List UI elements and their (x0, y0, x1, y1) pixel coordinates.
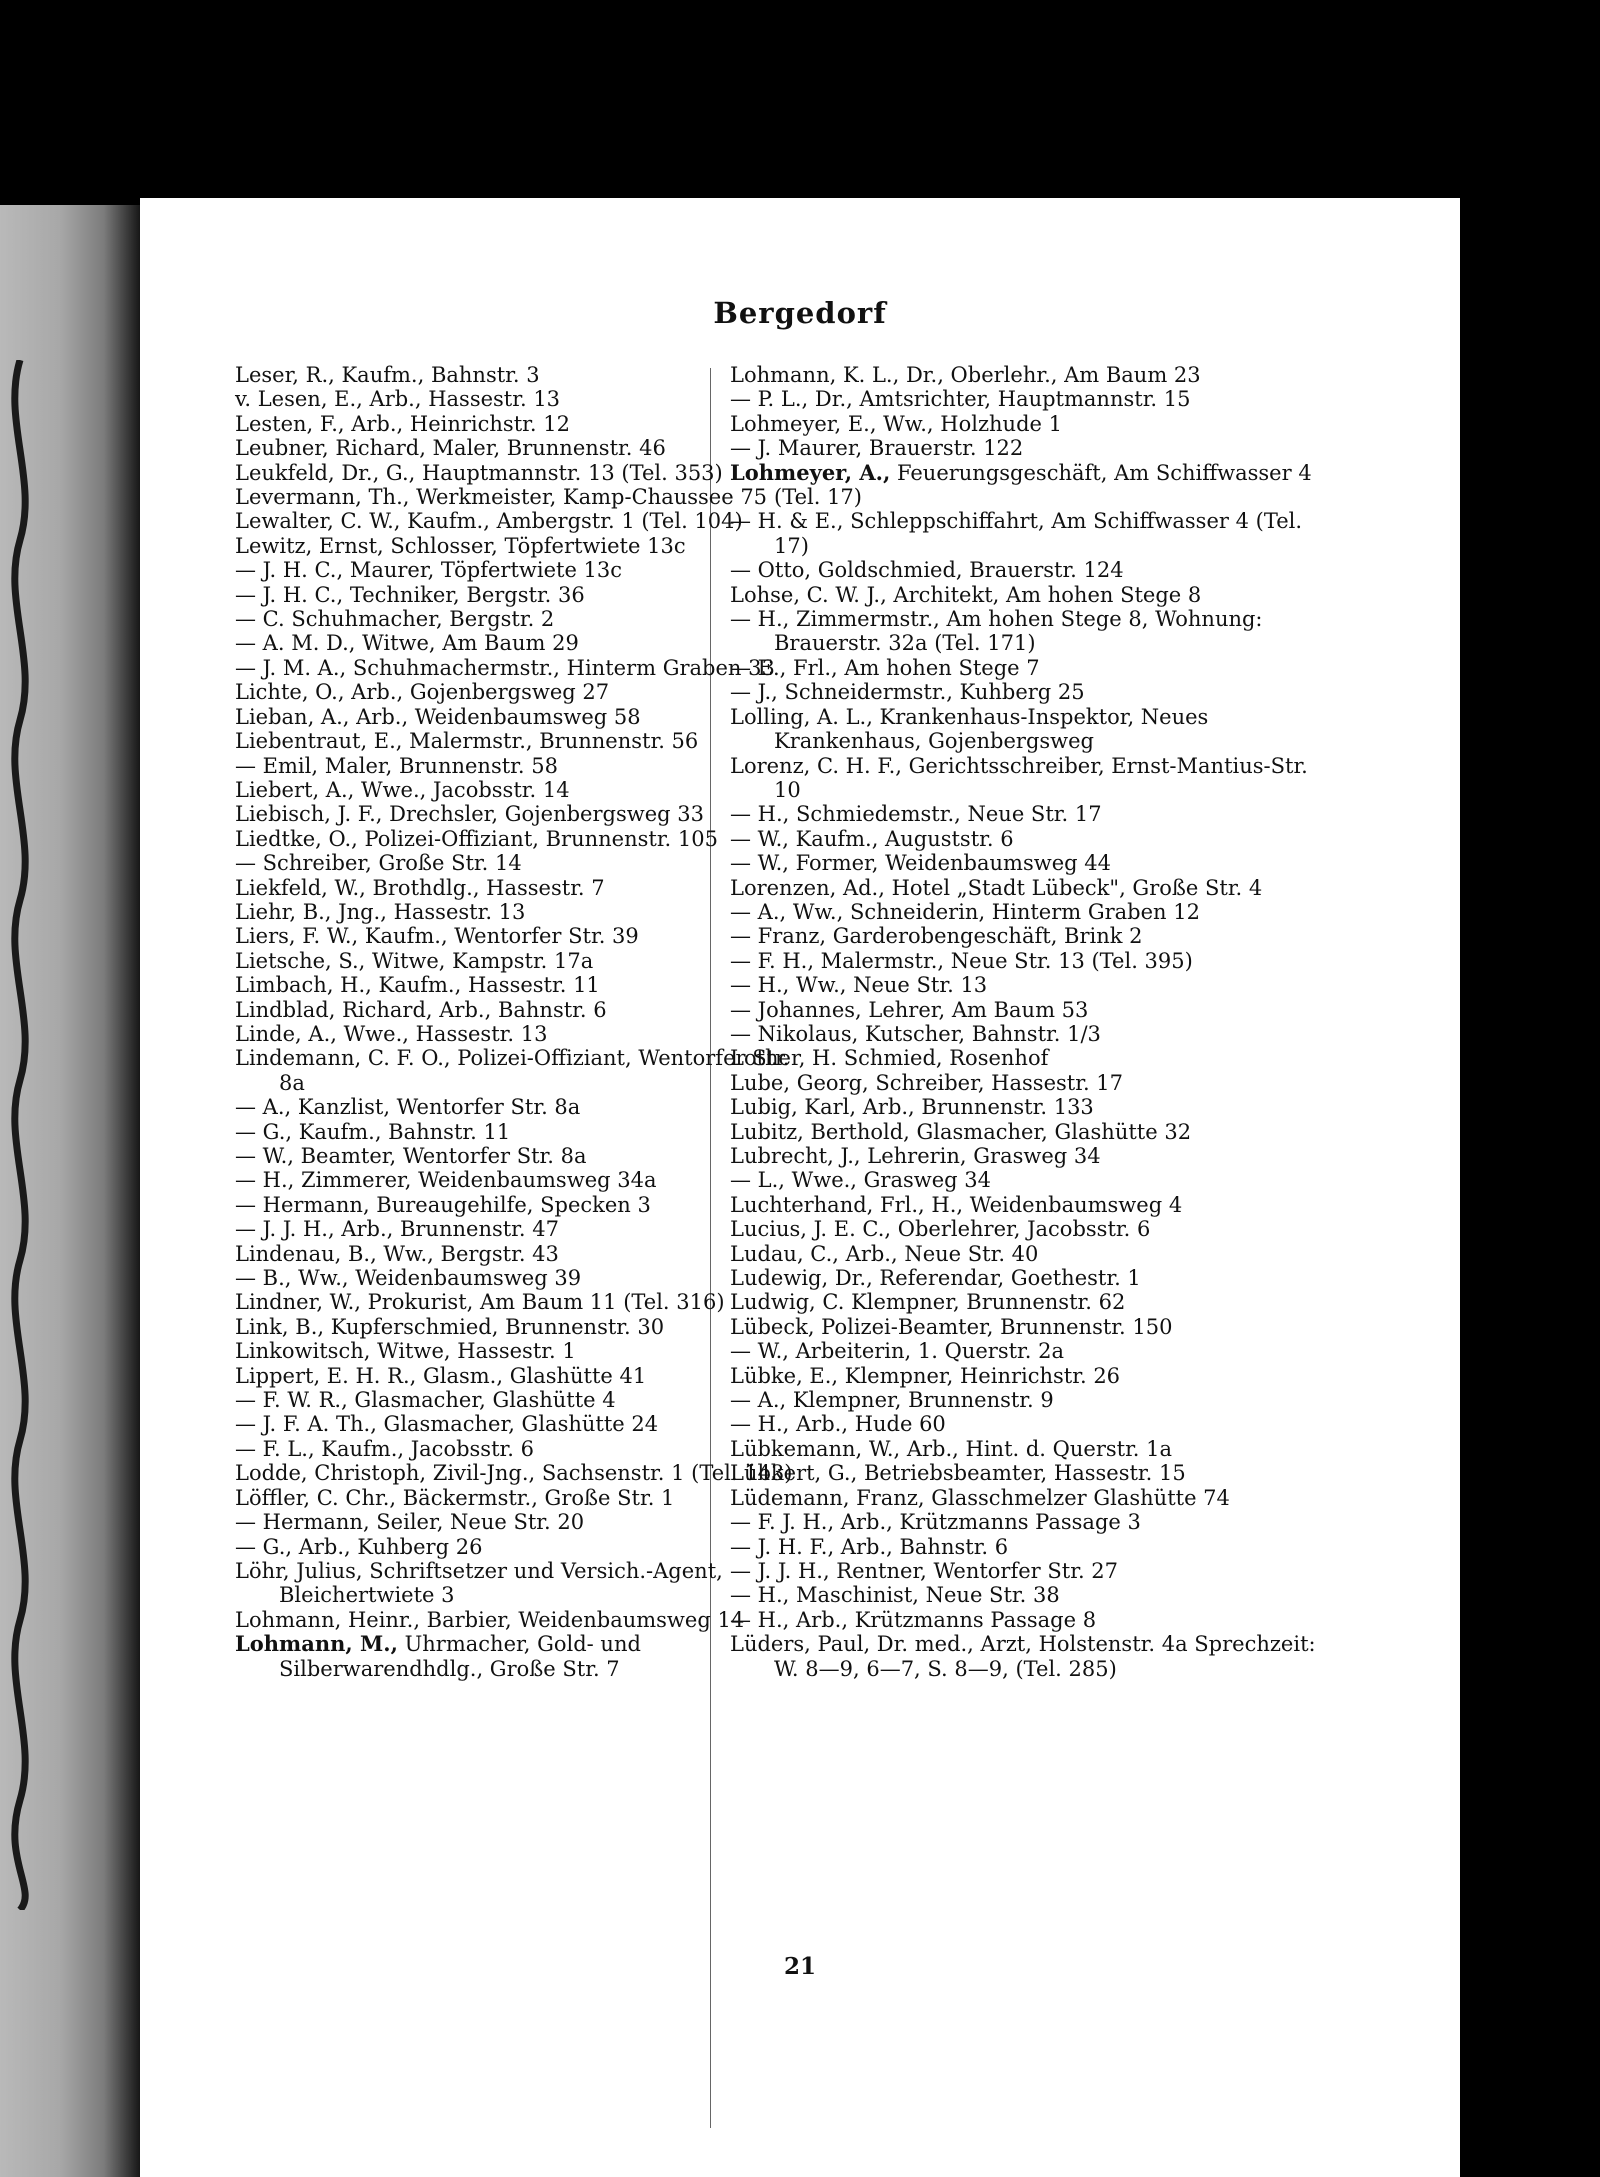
directory-entry (235, 998, 810, 1022)
entry-text: — J. F. A. Th., Glasmacher, Glashütte 24 (235, 1412, 659, 1437)
directory-entry (235, 363, 810, 387)
entry-text: — Otto, Goldschmied, Brauerstr. 124 (730, 558, 1124, 583)
directory-entry (730, 998, 1330, 1022)
directory-entry (235, 973, 810, 997)
entry-text: — J. J. H., Rentner, Wentorfer Str. 27 (730, 1558, 1119, 1583)
entry-text: Lubrecht, J., Lehrerin, Grasweg 34 (730, 1144, 1101, 1168)
directory-entry (730, 1412, 1330, 1436)
directory-page (140, 198, 1460, 2177)
directory-entry (730, 900, 1330, 924)
directory-entry (235, 387, 810, 411)
directory-entry (235, 461, 810, 485)
entry-text: — Hermann, Seiler, Neue Str. 20 (235, 1510, 585, 1535)
directory-entry (730, 1339, 1330, 1363)
directory-entry (730, 949, 1330, 973)
entry-text: Lübkert, G., Betriebsbeamter, Hassestr. 15 (730, 1461, 1186, 1486)
entry-text: Lubig, Karl, Arb., Brunnenstr. 133 (730, 1095, 1094, 1120)
entry-text: Lohse, C. W. J., Architekt, Am hohen Stege 8 (730, 582, 1202, 607)
directory-entry (235, 1559, 810, 1608)
directory-entry (235, 412, 810, 436)
directory-entry (235, 534, 810, 558)
directory-entry (235, 1315, 810, 1339)
directory-entry (730, 1437, 1330, 1461)
directory-entry (730, 705, 1330, 754)
entry-text: — Schreiber, Große Str. 14 (235, 851, 522, 876)
directory-entry (235, 509, 810, 533)
entry-text: Lother, H. Schmied, Rosenhof (730, 1046, 1049, 1071)
directory-entry (730, 802, 1330, 826)
entry-text: — F. L., Kaufm., Jacobsstr. 6 (235, 1436, 534, 1461)
entry-text: — Hermann, Bureaugehilfe, Specken 3 (235, 1192, 651, 1217)
directory-entry (235, 924, 810, 948)
directory-entry (235, 1168, 810, 1192)
entry-text: Lindner, W., Prokurist, Am Baum 11 (Tel. 316) (235, 1290, 725, 1315)
directory-entry (235, 1412, 810, 1436)
entry-text: Lübeck, Polizei-Beamter, Brunnenstr. 150 (730, 1314, 1173, 1339)
directory-entry (235, 680, 810, 704)
directory-entry (235, 1632, 810, 1681)
entry-text: Uhrmacher, Gold- und Silberwarendhdlg., Große Str. 7 (279, 1632, 641, 1681)
entry-text: — J. H. C., Techniker, Bergstr. 36 (235, 582, 585, 607)
directory-entry (730, 1266, 1330, 1290)
directory-entry (235, 1144, 810, 1168)
directory-entry (730, 363, 1330, 387)
entry-text: — F. J. H., Arb., Krützmanns Passage 3 (730, 1510, 1141, 1535)
entry-text: Lorenz, C. H. F., Gerichtsschreiber, Ernst-Mantius-Str. 10 (730, 753, 1308, 802)
entry-text: Ludwig, C. Klempner, Brunnenstr. 62 (730, 1290, 1126, 1315)
entry-text: Lüders, Paul, Dr. med., Arzt, Holstenstr. 4a Sprechzeit: W. 8—9, 6—7, S. 8—9, (Tel. 285) (730, 1632, 1316, 1681)
directory-entry (235, 1290, 810, 1314)
entry-text: Lewitz, Ernst, Schlosser, Töpfertwiete 13c (235, 533, 686, 558)
directory-entry (730, 436, 1330, 460)
entry-text: Lindemann, C. F. O., Polizei-Offiziant, Wentorfer Str. 8a (235, 1046, 790, 1095)
entry-text: — J. Maurer, Brauerstr. 122 (730, 436, 1024, 461)
entry-text: Liedtke, O., Polizei-Offiziant, Brunnenstr. 105 (235, 826, 718, 851)
directory-entry (730, 461, 1330, 510)
directory-entry (730, 1144, 1330, 1168)
directory-entry (730, 1315, 1330, 1339)
entry-text: Lichte, O., Arb., Gojenbergsweg 27 (235, 680, 610, 705)
directory-entry (730, 973, 1330, 997)
directory-entry (235, 631, 810, 655)
directory-entry (730, 1608, 1330, 1632)
directory-entry (235, 1193, 810, 1217)
directory-entry (235, 436, 810, 460)
entry-text: — P. L., Dr., Amtsrichter, Hauptmannstr. 15 (730, 387, 1191, 412)
spine-ornament (0, 360, 40, 1910)
entry-text: Lieban, A., Arb., Weidenbaumsweg 58 (235, 704, 641, 729)
directory-entry (235, 583, 810, 607)
entry-text: — H., Zimmerer, Weidenbaumsweg 34a (235, 1168, 657, 1193)
entry-text: — A., Ww., Schneiderin, Hinterm Graben 12 (730, 899, 1200, 924)
directory-entry (235, 705, 810, 729)
directory-entry (730, 1632, 1330, 1681)
directory-entry (235, 1510, 810, 1534)
entry-text: Löhr, Julius, Schriftsetzer und Versich.-Agent, Bleichertwiete 3 (235, 1558, 723, 1608)
directory-entry (235, 1388, 810, 1412)
entry-text: Link, B., Kupferschmied, Brunnenstr. 30 (235, 1314, 665, 1339)
entry-text: Lodde, Christoph, Zivil-Jng., Sachsenstr. 1 (Tel. 143) (235, 1461, 793, 1486)
directory-entry (730, 1510, 1330, 1534)
entry-text: — H. & E., Schleppschiffahrt, Am Schiffwasser 4 (Tel. 17) (730, 509, 1303, 558)
directory-entry (730, 1242, 1330, 1266)
directory-entry (730, 412, 1330, 436)
directory-entry (730, 876, 1330, 900)
entry-text: Lüdemann, Franz, Glasschmelzer Glashütte 74 (730, 1485, 1230, 1510)
directory-entry (235, 1535, 810, 1559)
entry-text: Leukfeld, Dr., G., Hauptmannstr. 13 (Tel. 353) (235, 460, 723, 485)
directory-entry (730, 1217, 1330, 1241)
directory-entry (730, 924, 1330, 948)
directory-entry (235, 851, 810, 875)
entry-text: Lohmeyer, E., Ww., Holzhude 1 (730, 411, 1062, 436)
directory-entry (730, 1095, 1330, 1119)
entry-text: — F. H., Malermstr., Neue Str. 13 (Tel. 395) (730, 948, 1193, 973)
directory-entry (235, 1095, 810, 1119)
directory-entry (730, 680, 1330, 704)
entry-text: — G., Arb., Kuhberg 26 (235, 1534, 483, 1559)
directory-entry (730, 1559, 1330, 1583)
directory-entry (730, 583, 1330, 607)
entry-text: Lolling, A. L., Krankenhaus-Inspektor, Neues Krankenhaus, Gojenbergsweg (730, 704, 1209, 754)
entry-text: — H., Arb., Krützmanns Passage 8 (730, 1607, 1097, 1632)
directory-entry (235, 1217, 810, 1241)
entry-text: Limbach, H., Kaufm., Hassestr. 11 (235, 973, 600, 998)
entry-text: Liebert, A., Wwe., Jacobsstr. 14 (235, 777, 570, 802)
entry-text: — Emil, Maler, Brunnenstr. 58 (235, 753, 558, 778)
directory-entry (235, 876, 810, 900)
entry-text: Lesten, F., Arb., Heinrichstr. 12 (235, 411, 570, 436)
entry-text: — A. M. D., Witwe, Am Baum 29 (235, 631, 579, 656)
directory-entry (235, 1364, 810, 1388)
entry-text: — L., Wwe., Grasweg 34 (730, 1168, 992, 1193)
directory-entry (730, 1168, 1330, 1192)
entry-text: Lindblad, Richard, Arb., Bahnstr. 6 (235, 997, 607, 1022)
entry-text: — J. J. H., Arb., Brunnenstr. 47 (235, 1217, 559, 1242)
directory-entry (235, 558, 810, 582)
entry-name-bold: Lohmeyer, A., (730, 459, 891, 485)
entry-text: — B., Ww., Weidenbaumsweg 39 (235, 1266, 582, 1291)
directory-entry (730, 1486, 1330, 1510)
entry-text: Lietsche, S., Witwe, Kampstr. 17a (235, 948, 594, 973)
entry-text: Ludewig, Dr., Referendar, Goethestr. 1 (730, 1266, 1141, 1291)
entry-text: Lübkemann, W., Arb., Hint. d. Querstr. 1a (730, 1436, 1173, 1461)
directory-entry (235, 802, 810, 826)
entry-text: Lube, Georg, Schreiber, Hassestr. 17 (730, 1070, 1124, 1095)
directory-entry (730, 1583, 1330, 1607)
directory-entry (730, 1364, 1330, 1388)
directory-entry (235, 1022, 810, 1046)
directory-entry (235, 607, 810, 631)
directory-entry (730, 1022, 1330, 1046)
entry-text: Liers, F. W., Kaufm., Wentorfer Str. 39 (235, 924, 639, 949)
directory-entry (235, 754, 810, 778)
directory-entry (730, 1193, 1330, 1217)
directory-entry (730, 1290, 1330, 1314)
entry-text: — A., Kanzlist, Wentorfer Str. 8a (235, 1095, 581, 1120)
entry-text: — J. M. A., Schuhmachermstr., Hinterm Graben 33 (235, 655, 775, 680)
directory-entry (730, 1388, 1330, 1412)
directory-entry (730, 607, 1330, 656)
directory-entry (730, 1120, 1330, 1144)
entry-text: — E., Frl., Am hohen Stege 7 (730, 655, 1040, 680)
directory-entry (730, 509, 1330, 558)
left-column (235, 363, 810, 1681)
entry-text: Levermann, Th., Werkmeister, Kamp-Chaussee 75 (235, 485, 768, 510)
directory-entry (235, 656, 810, 680)
directory-entry (235, 1437, 810, 1461)
entry-text: — H., Schmiedemstr., Neue Str. 17 (730, 802, 1102, 827)
entry-text: — W., Kaufm., Auguststr. 6 (730, 826, 1014, 851)
directory-entry (730, 656, 1330, 680)
entry-text: Lippert, E. H. R., Glasm., Glashütte 41 (235, 1363, 647, 1388)
directory-entry (235, 1461, 810, 1485)
directory-entry (235, 949, 810, 973)
entry-text: — H., Maschinist, Neue Str. 38 (730, 1583, 1060, 1608)
entry-text: Lindenau, B., Ww., Bergstr. 43 (235, 1241, 559, 1266)
page-title: Bergedorf (713, 296, 887, 330)
directory-entry (730, 851, 1330, 875)
directory-entry (235, 900, 810, 924)
entry-text: — G., Kaufm., Bahnstr. 11 (235, 1119, 511, 1144)
directory-entry (235, 485, 810, 509)
entry-text: — W., Beamter, Wentorfer Str. 8a (235, 1144, 587, 1168)
directory-entry (730, 1046, 1330, 1070)
entry-text: Leser, R., Kaufm., Bahnstr. 3 (235, 363, 540, 387)
entry-text: Liekfeld, W., Brothdlg., Hassestr. 7 (235, 875, 605, 900)
entry-text: — H., Arb., Hude 60 (730, 1412, 946, 1437)
directory-entry (235, 1608, 810, 1632)
directory-entry (730, 1535, 1330, 1559)
entry-text: Lewalter, C. W., Kaufm., Ambergstr. 1 (Tel. 104) (235, 509, 743, 534)
entry-text: Liebentraut, E., Malermstr., Brunnenstr. 56 (235, 729, 699, 754)
entry-text: Ludau, C., Arb., Neue Str. 40 (730, 1241, 1039, 1266)
entry-text: Lubitz, Berthold, Glasmacher, Glashütte 32 (730, 1119, 1192, 1144)
entry-text: Luchterhand, Frl., H., Weidenbaumsweg 4 (730, 1192, 1183, 1217)
entry-text: Lohmann, K. L., Dr., Oberlehr., Am Baum 23 (730, 363, 1201, 387)
entry-text: — Johannes, Lehrer, Am Baum 53 (730, 997, 1089, 1022)
entry-text: — A., Klempner, Brunnenstr. 9 (730, 1388, 1054, 1413)
entry-text: — Nikolaus, Kutscher, Bahnstr. 1/3 (730, 1021, 1101, 1046)
entry-text: — J. H. C., Maurer, Töpfertwiete 13c (235, 558, 623, 583)
entry-name-bold: Lohmann, M., (235, 1631, 398, 1657)
entry-text: Leubner, Richard, Maler, Brunnenstr. 46 (235, 436, 666, 461)
entry-text: — H., Ww., Neue Str. 13 (730, 973, 988, 998)
right-column (730, 363, 1330, 1681)
directory-entry (730, 827, 1330, 851)
directory-entry (235, 1266, 810, 1290)
directory-entry (235, 1046, 810, 1095)
entry-text: — J., Schneidermstr., Kuhberg 25 (730, 680, 1085, 705)
page-number: 21 (783, 1953, 816, 1980)
directory-entry (235, 1339, 810, 1363)
entry-text: — J. H. F., Arb., Bahnstr. 6 (730, 1534, 1009, 1559)
entry-text: Linkowitsch, Witwe, Hassestr. 1 (235, 1339, 576, 1364)
entry-text: v. Lesen, E., Arb., Hassestr. 13 (235, 387, 561, 412)
entry-text: Feuerungsgeschäft, Am Schiffwasser 4 (Tel. 17) (774, 460, 1312, 510)
entry-text: Lohmann, Heinr., Barbier, Weidenbaumsweg 14 (235, 1607, 745, 1632)
directory-entry (730, 1071, 1330, 1095)
directory-entry (235, 729, 810, 753)
entry-text: Liebisch, J. F., Drechsler, Gojenbergsweg 33 (235, 802, 704, 827)
entry-text: — W., Arbeiterin, 1. Querstr. 2a (730, 1339, 1065, 1364)
entry-text: Linde, A., Wwe., Hassestr. 13 (235, 1021, 548, 1046)
entry-text: — W., Former, Weidenbaumsweg 44 (730, 851, 1111, 876)
directory-entry (730, 558, 1330, 582)
entry-text: Lübke, E., Klempner, Heinrichstr. 26 (730, 1363, 1121, 1388)
directory-entry (235, 778, 810, 802)
directory-entry (730, 1461, 1330, 1485)
entry-text: Liehr, B., Jng., Hassestr. 13 (235, 899, 526, 924)
directory-entry (235, 827, 810, 851)
directory-entry (235, 1242, 810, 1266)
entry-text: — Franz, Garderobengeschäft, Brink 2 (730, 924, 1143, 949)
entry-text: — F. W. R., Glasmacher, Glashütte 4 (235, 1388, 616, 1413)
directory-entry (730, 387, 1330, 411)
directory-entry (235, 1486, 810, 1510)
directory-entry (235, 1120, 810, 1144)
directory-entry (730, 754, 1330, 803)
entry-text: Lucius, J. E. C., Oberlehrer, Jacobsstr. 6 (730, 1217, 1151, 1242)
entry-text: Lorenzen, Ad., Hotel „Stadt Lübeck", Große Str. 4 (730, 875, 1263, 900)
entry-text: — H., Zimmermstr., Am hohen Stege 8, Wohnung: Brauerstr. 32a (Tel. 171) (730, 607, 1263, 656)
entry-text: — C. Schuhmacher, Bergstr. 2 (235, 607, 555, 632)
entry-text: Löffler, C. Chr., Bäckermstr., Große Str. 1 (235, 1485, 675, 1510)
